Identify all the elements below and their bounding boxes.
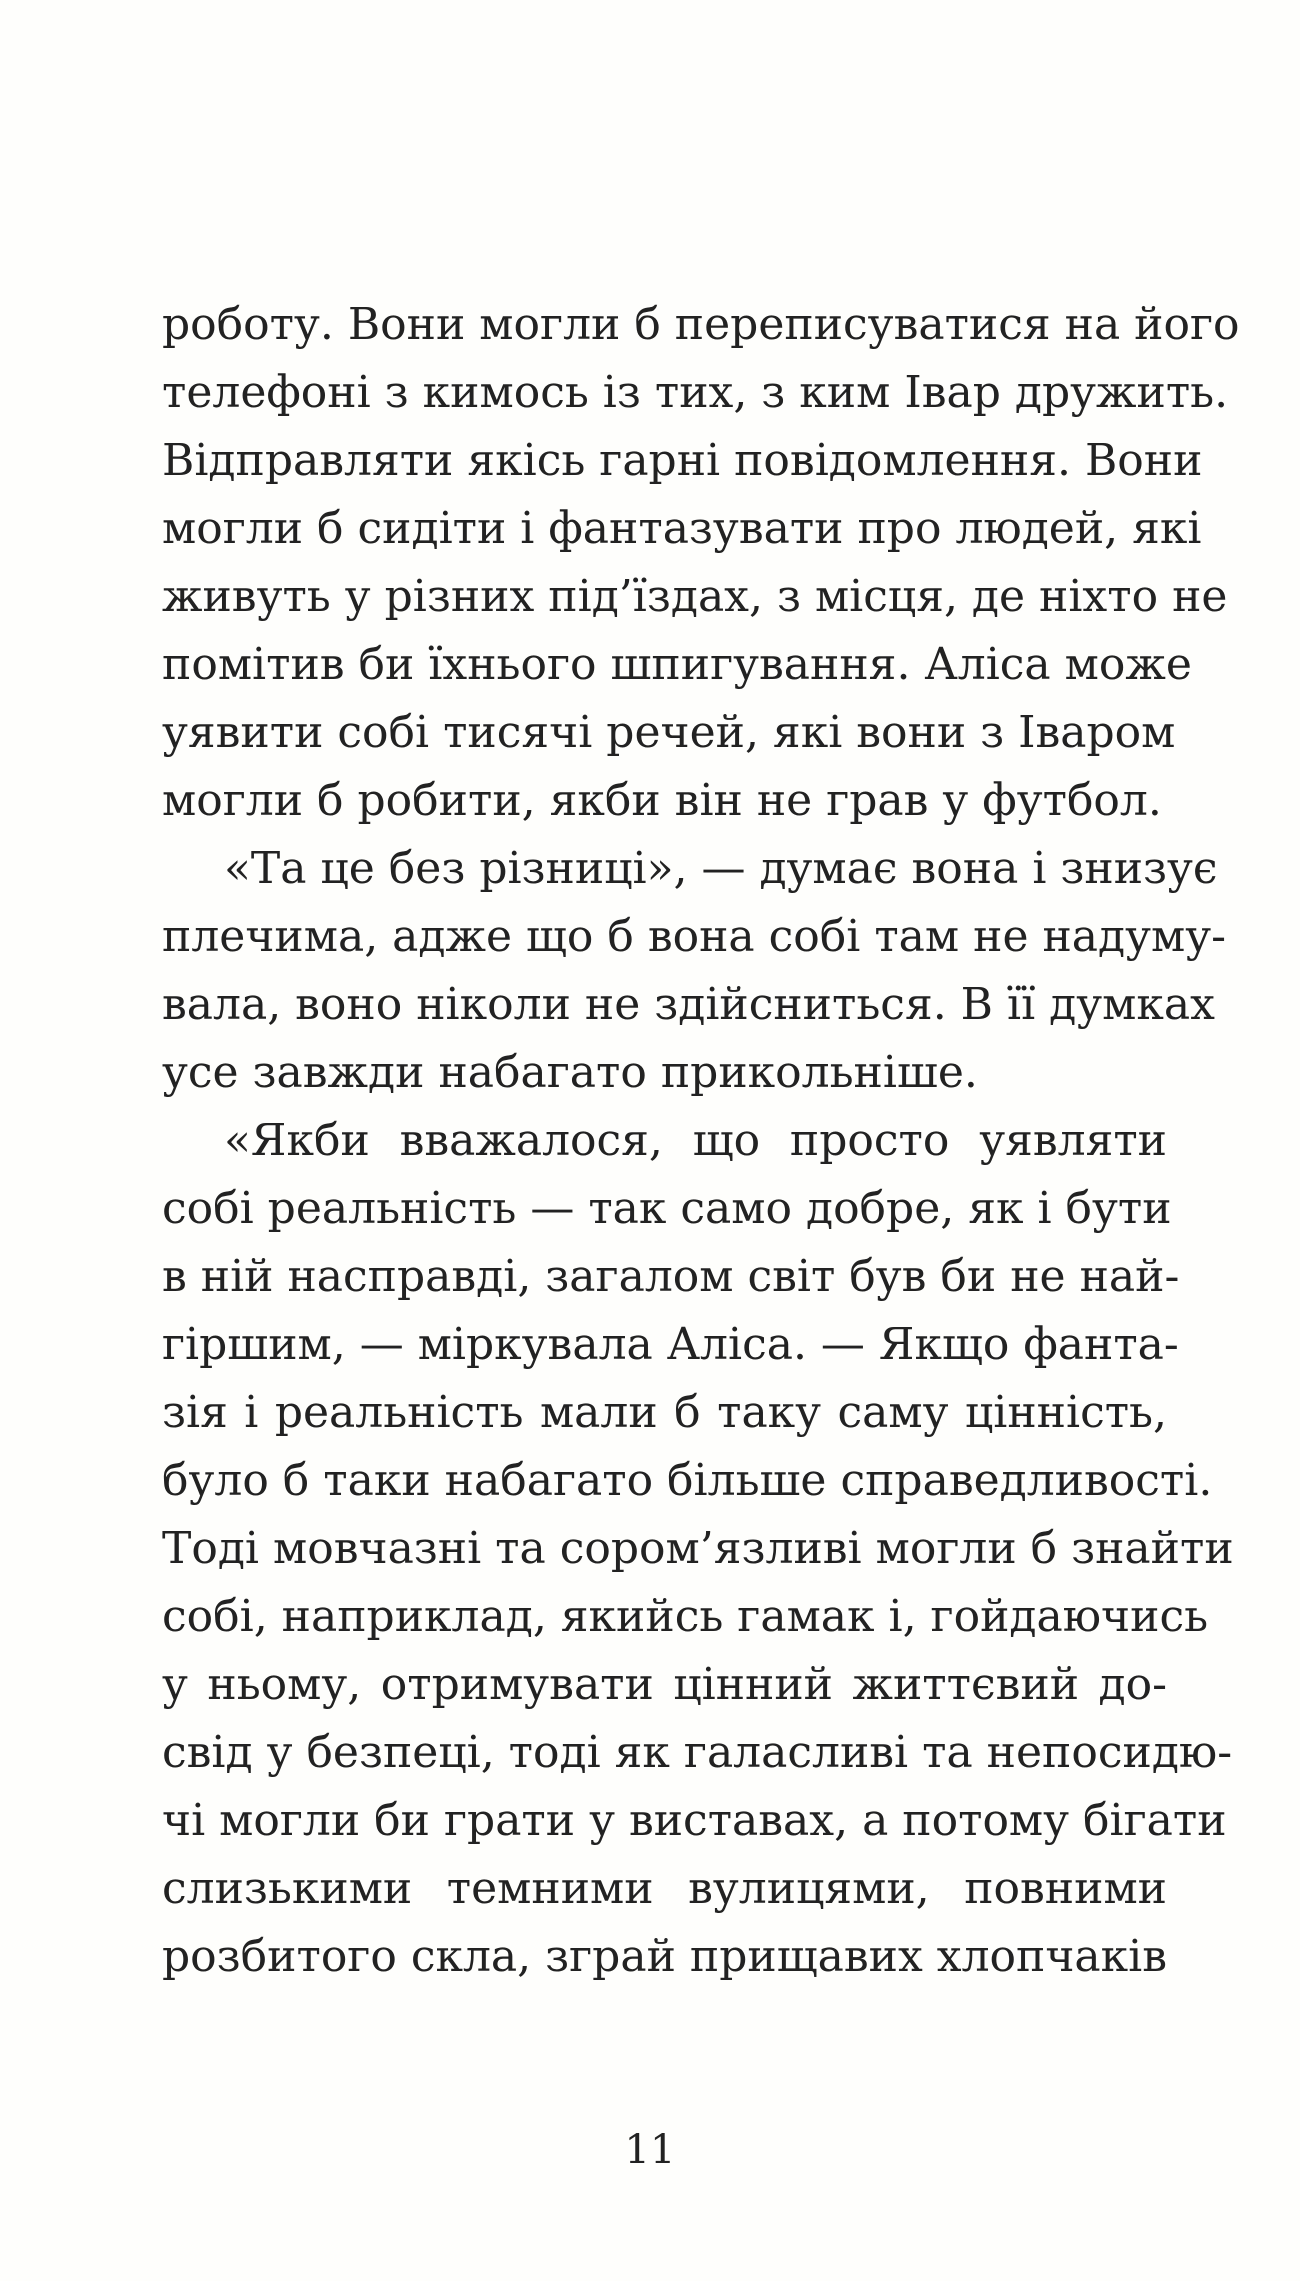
text-line: Відправляти якісь гарні повідомлення. Вони	[162, 435, 1203, 486]
text-line: слизькими темними вулицями, повними	[162, 1863, 1167, 1914]
text-line: свід у безпеці, тоді як галасливі та непосидю-	[162, 1727, 1233, 1778]
text-line: собі, наприклад, якийсь гамак і, гойдаючись	[162, 1591, 1209, 1642]
text-line: було б таки набагато більше справедливості.	[162, 1455, 1213, 1506]
text-line: собі реальність — так само добре, як і бути	[162, 1183, 1172, 1234]
text-line: «Якби вважалося, що просто уявляти	[224, 1115, 1167, 1166]
text-line: роботу. Вони могли б переписуватися на його	[162, 299, 1240, 350]
text-line: уявити собі тисячі речей, які вони з Іваром	[162, 707, 1176, 758]
text-line: плечима, адже що б вона собі там не надуму-	[162, 911, 1226, 962]
text-line: зія і реальність мали б таку саму цінність,	[162, 1387, 1167, 1438]
text-line: розбитого скла, зграй прищавих хлопчаків	[162, 1931, 1167, 1982]
text-line: гіршим, — міркувала Аліса. — Якщо фанта-	[162, 1319, 1179, 1370]
text-line: могли б сидіти і фантазувати про людей, які	[162, 503, 1202, 554]
text-line: Тоді мовчазні та сором’язливі могли б знайти	[162, 1523, 1234, 1574]
text-line: могли б робити, якби він не грав у футбол.	[162, 775, 1162, 826]
page-number: 11	[624, 2127, 676, 2173]
text-line: телефоні з кимось із тих, з ким Івар дружить.	[162, 367, 1229, 418]
text-line: вала, воно ніколи не здійсниться. В її думках	[162, 979, 1215, 1030]
text-line: чі могли би грати у виставах, а потому бігати	[162, 1795, 1227, 1846]
text-line: в ній насправді, загалом світ був би не най-	[162, 1251, 1180, 1302]
text-line: усе завжди набагато прикольніше.	[162, 1047, 978, 1098]
text-line: живуть у різних під’їздах, з місця, де ніхто не	[162, 571, 1228, 622]
text-line: помітив би їхнього шпигування. Аліса може	[162, 639, 1192, 690]
text-line: у ньому, отримувати цінний життєвий до-	[162, 1659, 1167, 1710]
text-line: «Та це без різниці», — думає вона і знизує	[224, 843, 1218, 894]
